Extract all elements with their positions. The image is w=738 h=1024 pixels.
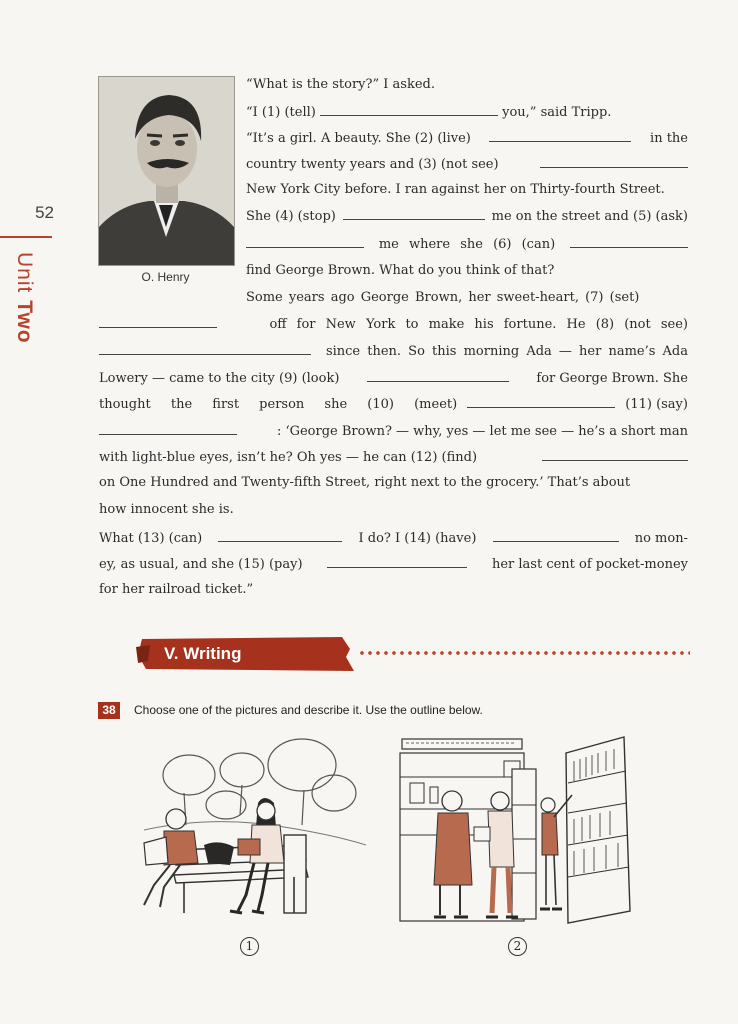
story-text: since then. So this morning Ada — her name’s Ada bbox=[325, 344, 688, 359]
story-text: her last cent of pocket-money bbox=[491, 557, 688, 572]
story-line bbox=[246, 235, 688, 254]
answer-blank-9[interactable] bbox=[367, 369, 509, 382]
story-line bbox=[99, 448, 688, 467]
story-text: country twenty years and (3) (not see) bbox=[246, 157, 499, 172]
margin-rule bbox=[0, 236, 52, 238]
answer-blank-14[interactable] bbox=[493, 529, 619, 542]
story-line: “What is the story?” I asked. bbox=[246, 77, 435, 92]
story-line bbox=[246, 155, 688, 174]
answer-blank-1[interactable] bbox=[320, 103, 498, 116]
answer-blank-13[interactable] bbox=[218, 529, 342, 542]
story-text: I do? I (14) (have) bbox=[358, 531, 477, 546]
story-line bbox=[246, 129, 688, 148]
answer-blank-7[interactable] bbox=[99, 315, 217, 328]
story-text: (11) (say) bbox=[625, 397, 688, 412]
library-illustration[interactable] bbox=[396, 735, 636, 953]
answer-blank-3[interactable] bbox=[540, 155, 688, 168]
library-icon bbox=[396, 735, 636, 927]
unit-word: Unit bbox=[13, 252, 36, 294]
unit-name: Two bbox=[13, 300, 36, 344]
story-text: me where she (6) (can) bbox=[378, 237, 556, 252]
answer-blank-5[interactable] bbox=[246, 235, 364, 248]
story-text: thought the first person she (10) (meet) bbox=[99, 397, 458, 412]
story-line bbox=[99, 529, 688, 548]
story-line: how innocent she is. bbox=[99, 502, 234, 517]
story-line: find George Brown. What do you think of that? bbox=[246, 263, 555, 278]
dotted-divider bbox=[358, 649, 690, 657]
story-text: Lowery — came to the city (9) (look) bbox=[99, 371, 340, 386]
story-text: ey, as usual, and she (15) (pay) bbox=[99, 557, 303, 572]
answer-blank-2[interactable] bbox=[489, 129, 631, 142]
portrait-caption: O. Henry bbox=[141, 270, 190, 284]
story-line: for her railroad ticket.” bbox=[99, 582, 254, 597]
story-text: for George Brown. She bbox=[536, 371, 688, 386]
story-line bbox=[99, 555, 688, 574]
story-line bbox=[246, 207, 688, 226]
unit-label bbox=[14, 252, 36, 344]
story-text: off for New York to make his fortune. He (8) (not see) bbox=[269, 317, 688, 332]
exercise-instruction: Choose one of the pictures and describe it. Use the outline below. bbox=[134, 703, 483, 717]
answer-blank-11[interactable] bbox=[99, 422, 237, 435]
story-line bbox=[99, 395, 688, 414]
story-text: with light-blue eyes, isn’t he? Oh yes — he can (12) (find) bbox=[99, 450, 478, 465]
park-bench-icon bbox=[134, 735, 366, 927]
story-text: no mon- bbox=[634, 531, 688, 546]
story-line bbox=[99, 369, 688, 388]
exercise-number: 38 bbox=[98, 702, 120, 719]
story-line: on One Hundred and Twenty-fifth Street, right next to the grocery.’ That’s about bbox=[99, 475, 631, 490]
story-text: What (13) (can) bbox=[99, 531, 203, 546]
section-title: V. Writing bbox=[164, 644, 242, 663]
picture-1-label: 1 bbox=[240, 937, 259, 956]
portrait-photo bbox=[98, 76, 235, 266]
answer-blank-10[interactable] bbox=[467, 395, 615, 408]
answer-blank-15[interactable] bbox=[327, 555, 467, 568]
story-line bbox=[99, 315, 688, 334]
answer-blank-8[interactable] bbox=[99, 342, 311, 355]
story-text: you,” said Tripp. bbox=[502, 105, 612, 120]
story-text: : ‘George Brown? — why, yes — let me see — he’s a short man bbox=[276, 424, 688, 439]
page-number: 52 bbox=[35, 203, 54, 222]
story-text: in the bbox=[650, 131, 688, 146]
story-text: Some years ago George Brown, her sweet-heart, (7) (set) bbox=[246, 290, 640, 305]
answer-blank-12[interactable] bbox=[542, 448, 688, 461]
story-line bbox=[246, 103, 611, 122]
story-line bbox=[99, 422, 688, 441]
story-text: “It’s a girl. A beauty. She (2) (live) bbox=[246, 131, 471, 146]
story-text: “I (1) (tell) bbox=[246, 105, 316, 120]
portrait-photo-icon bbox=[99, 77, 234, 265]
story-text: She (4) (stop) bbox=[246, 209, 336, 224]
answer-blank-6[interactable] bbox=[570, 235, 688, 248]
answer-blank-4[interactable] bbox=[343, 207, 485, 220]
park-bench-illustration[interactable] bbox=[134, 735, 366, 953]
story-line bbox=[99, 342, 688, 361]
story-line: New York City before. I ran against her on Thirty-fourth Street. bbox=[246, 182, 665, 197]
story-line bbox=[246, 289, 688, 307]
picture-2-label: 2 bbox=[508, 937, 527, 956]
story-text: me on the street and (5) (ask) bbox=[491, 209, 688, 224]
section-banner bbox=[136, 635, 354, 673]
